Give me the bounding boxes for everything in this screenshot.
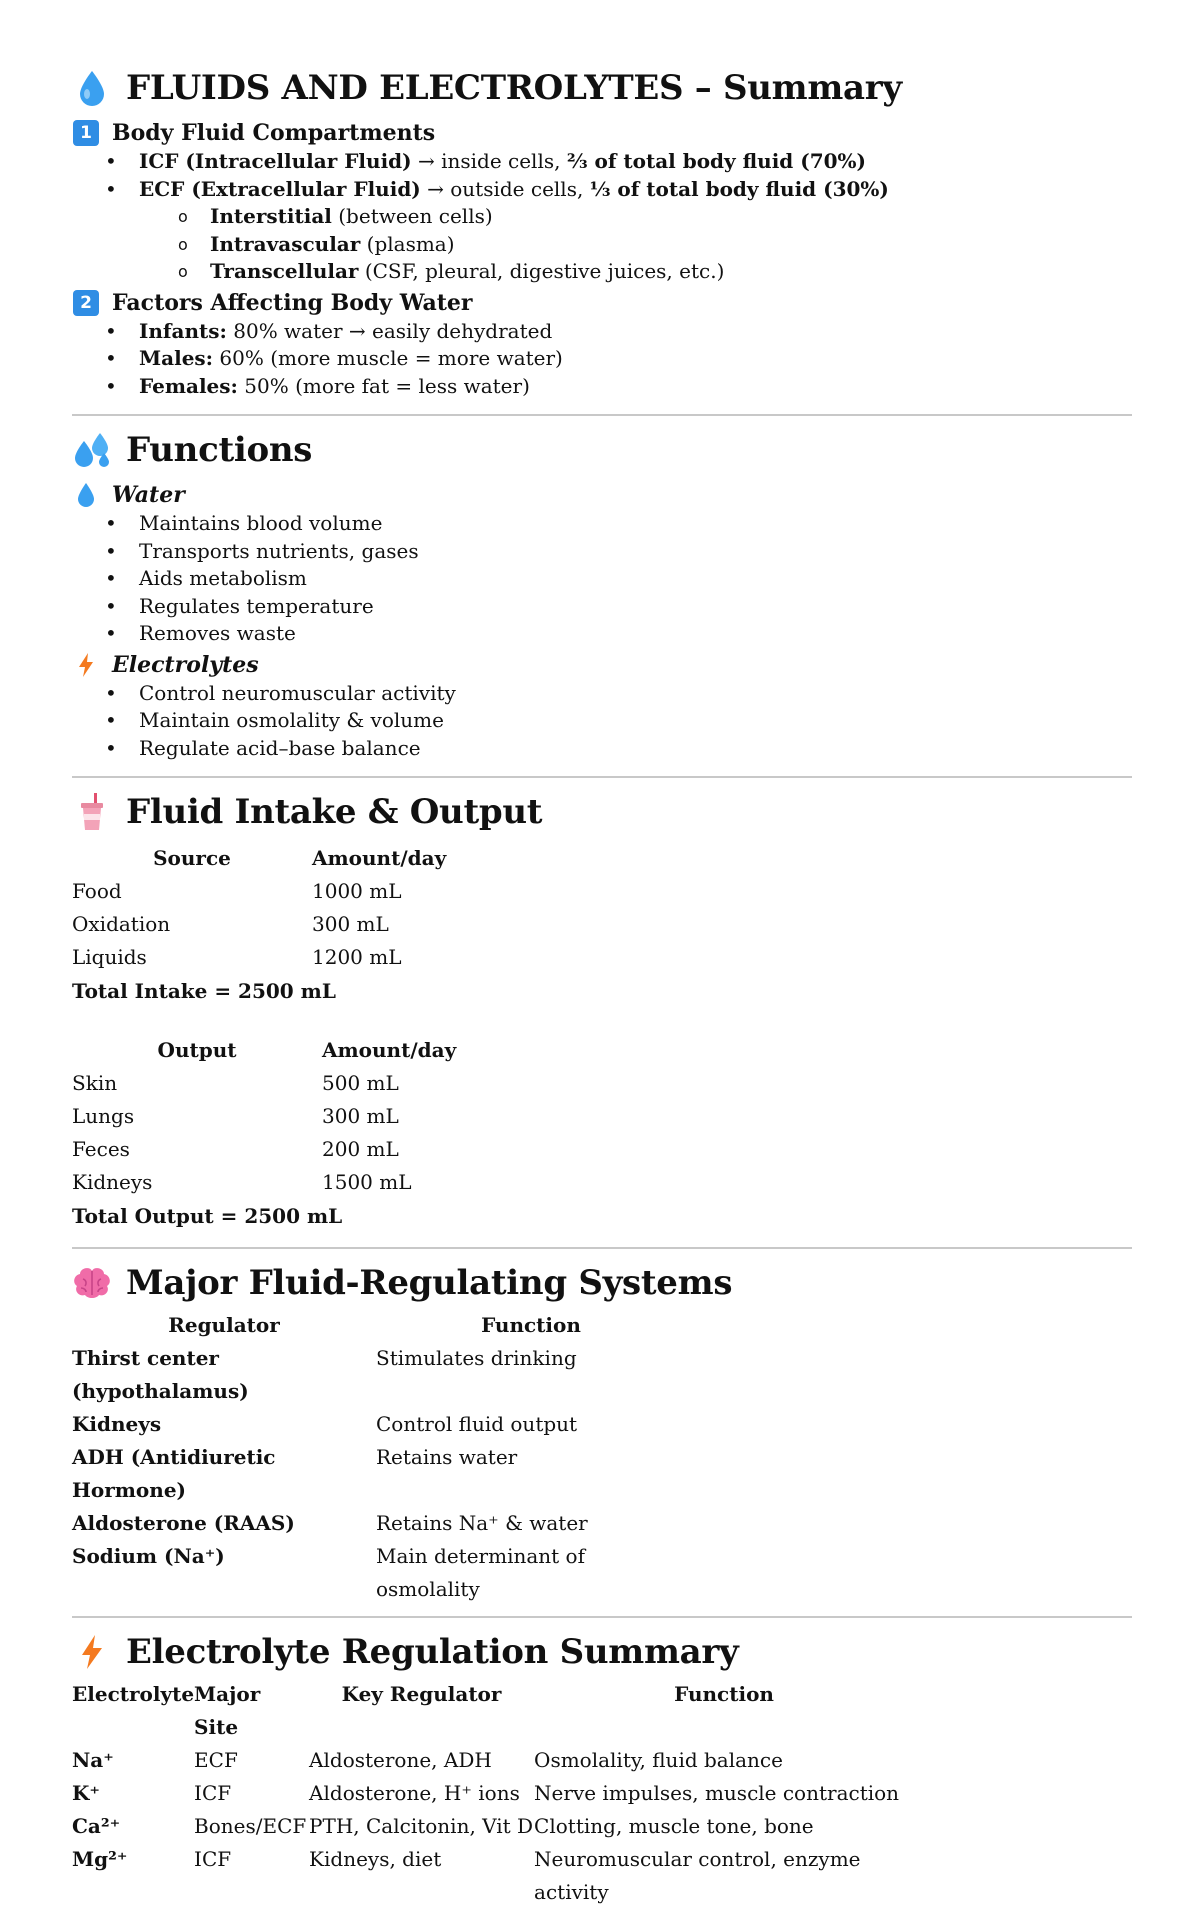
column-header: Function bbox=[481, 1313, 581, 1337]
list-item: • Regulates temperature bbox=[72, 593, 1132, 621]
table-row: Ca²⁺ Bones/ECF PTH, Calcitonin, Vit D Clotting, muscle tone, bone bbox=[72, 1814, 814, 1838]
total-output: Total Output = 2500 mL bbox=[72, 1204, 343, 1228]
column-header: Amount/day bbox=[312, 846, 447, 870]
list-item: • Maintain osmolality & volume bbox=[72, 707, 1132, 735]
list-item: o Interstitial (between cells) bbox=[72, 203, 1132, 231]
compartments-list bbox=[72, 148, 1132, 203]
section-heading-body-fluid-compartments: 1 Body Fluid Compartments bbox=[72, 118, 1132, 148]
number-one-badge-icon: 1 bbox=[72, 119, 100, 147]
list-item: • Regulate acid–base balance bbox=[72, 735, 1132, 763]
droplet-icon bbox=[72, 481, 100, 509]
electrolytes-subheading: Electrolytes bbox=[72, 650, 1132, 680]
list-item: • Control neuromuscular activity bbox=[72, 680, 1132, 708]
list-item: o Intravascular (plasma) bbox=[72, 231, 1132, 259]
intake-table bbox=[72, 842, 446, 974]
table-row: ADH (Antidiuretic Hormone) Retains water bbox=[72, 1445, 518, 1502]
column-header: Electrolyte bbox=[72, 1682, 195, 1706]
table-row: Kidneys Control fluid output bbox=[72, 1412, 578, 1436]
table-row: Mg²⁺ ICF Kidneys, diet Neuromuscular control, enzyme activity bbox=[72, 1847, 861, 1904]
table-row: Sodium (Na⁺) Main determinant of osmolality bbox=[72, 1544, 585, 1601]
column-header: Source bbox=[153, 846, 231, 870]
regulating-systems-heading: Major Fluid-Regulating Systems bbox=[72, 1255, 1132, 1311]
column-header: Key Regulator bbox=[341, 1682, 502, 1706]
lightning-icon bbox=[72, 1632, 112, 1672]
table-row: Lungs 300 mL bbox=[72, 1104, 399, 1128]
list-item: • Maintains blood volume bbox=[72, 510, 1132, 538]
list-item: • ICF (Intracellular Fluid) → inside cells, ⅔ of total body fluid (70%) bbox=[72, 148, 1132, 176]
section-heading-factors-body-water: 2 Factors Affecting Body Water bbox=[72, 288, 1132, 318]
table-row: Liquids 1200 mL bbox=[72, 945, 402, 969]
list-item: • Aids metabolism bbox=[72, 565, 1132, 593]
column-header: Amount/day bbox=[322, 1038, 457, 1062]
functions-heading: Functions bbox=[72, 422, 1132, 478]
column-header: Regulator bbox=[168, 1313, 280, 1337]
electrolyte-regulation-table bbox=[72, 1678, 914, 1909]
section-divider bbox=[72, 1247, 1132, 1249]
ecf-sub-list bbox=[72, 203, 1132, 286]
regulating-systems-table bbox=[72, 1309, 686, 1606]
table-row: Kidneys 1500 mL bbox=[72, 1170, 412, 1194]
section-divider bbox=[72, 414, 1132, 416]
cup-with-straw-icon bbox=[72, 792, 112, 832]
list-item: • Removes waste bbox=[72, 620, 1132, 648]
table-row: Na⁺ ECF Aldosterone, ADH Osmolality, fluid balance bbox=[72, 1748, 783, 1772]
table-row: Oxidation 300 mL bbox=[72, 912, 389, 936]
list-item: • Males: 60% (more muscle = more water) bbox=[72, 345, 1132, 373]
column-header: Output bbox=[157, 1038, 237, 1062]
factors-list bbox=[72, 318, 1132, 401]
list-item: • Infants: 80% water → easily dehydrated bbox=[72, 318, 1132, 346]
list-item: • Transports nutrients, gases bbox=[72, 538, 1132, 566]
column-header: Function bbox=[674, 1682, 774, 1706]
electrolyte-functions-list bbox=[72, 680, 1132, 763]
page-title: FLUIDS AND ELECTROLYTES – Summary bbox=[72, 60, 1132, 116]
droplet-icon bbox=[72, 68, 112, 108]
table-row: Thirst center (hypothalamus) Stimulates drinking bbox=[72, 1346, 577, 1403]
column-header: Major Site bbox=[194, 1682, 261, 1739]
output-table bbox=[72, 1034, 456, 1199]
water-functions-list bbox=[72, 510, 1132, 648]
water-subheading: Water bbox=[72, 480, 1132, 510]
sweat-droplets-icon bbox=[72, 430, 112, 470]
electrolyte-regulation-heading: Electrolyte Regulation Summary bbox=[72, 1624, 1132, 1680]
table-row: K⁺ ICF Aldosterone, H⁺ ions Nerve impulses, muscle contraction bbox=[72, 1781, 900, 1805]
total-intake: Total Intake = 2500 mL bbox=[72, 979, 336, 1003]
brain-icon bbox=[72, 1263, 112, 1303]
table-row: Aldosterone (RAAS) Retains Na⁺ & water bbox=[72, 1511, 588, 1535]
list-item: • ECF (Extracellular Fluid) → outside cells, ⅓ of total body fluid (30%) bbox=[72, 176, 1132, 204]
section-divider bbox=[72, 776, 1132, 778]
intake-output-heading: Fluid Intake & Output bbox=[72, 784, 1132, 840]
number-two-badge-icon: 2 bbox=[72, 289, 100, 317]
table-row: Skin 500 mL bbox=[72, 1071, 399, 1095]
document-page bbox=[72, 60, 1132, 1909]
section-divider bbox=[72, 1616, 1132, 1618]
list-item: • Females: 50% (more fat = less water) bbox=[72, 373, 1132, 401]
list-item: o Transcellular (CSF, pleural, digestive juices, etc.) bbox=[72, 258, 1132, 286]
lightning-icon bbox=[72, 651, 100, 679]
table-row: Food 1000 mL bbox=[72, 879, 402, 903]
table-row: Feces 200 mL bbox=[72, 1137, 399, 1161]
